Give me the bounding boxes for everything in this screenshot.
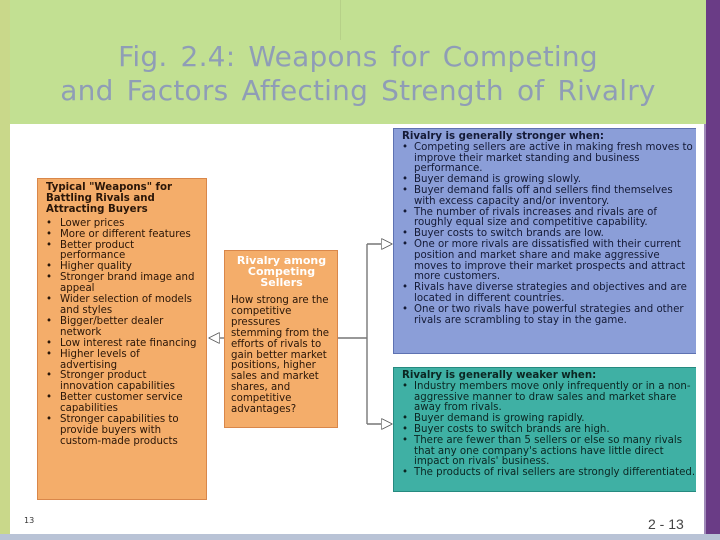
weapons-item: • Stronger product innovation capabilities [46,371,198,393]
left-decorative-band [0,0,10,540]
stronger-item: • Buyer demand is growing slowly. [402,175,696,186]
bottom-decorative-band [0,534,720,540]
stronger-item: • Buyer demand falls off and sellers find themselves with excess capacity and/or inventory. [402,186,696,208]
weapons-box [37,178,207,500]
weaker-heading: Rivalry is generally weaker when: [402,370,597,381]
rivalry-center-box [224,250,338,428]
weapons-item: • Low interest rate financing [46,339,198,350]
slide-title-area [10,0,706,124]
stronger-item: • The number of rivals increases and rivals are of roughly equal size and competitive capability. [402,208,696,230]
weapons-item: • Higher levels of advertising [46,350,198,372]
weapons-item: • Stronger capabilities to provide buyers with custom-made products [46,415,198,448]
rivalry-figure [22,124,696,502]
rivalry-weaker-box [393,367,696,492]
weapons-item: • Better product performance [46,241,198,263]
slide-title-line-2: and Factors Affecting Strength of Rivalry [60,74,656,107]
stronger-list [402,143,696,327]
weaker-item: • There are fewer than 5 sellers or else so many rivals that any one company's actions have little direct impact on rivals' business. [402,436,696,468]
slide-number-small: 13 [24,516,35,525]
weapons-item: • Lower prices [46,219,198,230]
slide-title-line-1: Fig. 2.4: Weapons for Competing [118,40,598,73]
stronger-item: • Competing sellers are active in making fresh moves to improve their market standing and business performance. [402,143,696,175]
stronger-item: • Rivals have diverse strategies and objectives and are located in different countries. [402,283,696,305]
weapons-list [46,219,198,448]
weaker-item: • Buyer demand is growing rapidly. [402,414,696,425]
weaker-item: • The products of rival sellers are strongly differentiated. [402,468,696,479]
weapons-item: • Wider selection of models and styles [46,295,198,317]
stronger-item: • One or more rivals are dissatisfied with their current position and market share and make aggressive moves to improve their market prospects and attract more customers. [402,240,696,283]
center-box-title: Rivalry among Competing Sellers [236,254,327,289]
weaker-list [402,382,696,479]
weapons-item: • Higher quality [46,262,198,273]
weapons-item: • More or different features [46,230,198,241]
right-decorative-band [706,0,720,540]
rivalry-stronger-box [393,128,696,354]
weapons-item: • Stronger brand image and appeal [46,273,198,295]
stronger-heading: Rivalry is generally stronger when: [402,131,604,142]
weapons-heading: Typical "Weapons" for Battling Rivals and Attracting Buyers [46,182,172,215]
weaker-item: • Industry members move only infrequently or in a non-aggressive manner to draw sales and market share away from rivals. [402,382,696,414]
weapons-item: • Better customer service capabilities [46,393,198,415]
stronger-item: • Buyer costs to switch brands are low. [402,229,696,240]
center-box-body: How strong are the competitive pressures stemming from the efforts of rivals to gain better market positions, higher sales and market shares, and competitive advantages? [231,295,330,416]
weapons-item: • Bigger/better dealer network [46,317,198,339]
weaker-item: • Buyer costs to switch brands are high. [402,425,696,436]
stronger-item: • One or two rivals have powerful strategies and other rivals are scrambling to stay in the game. [402,305,696,327]
page-number: 2 - 13 [648,516,684,532]
